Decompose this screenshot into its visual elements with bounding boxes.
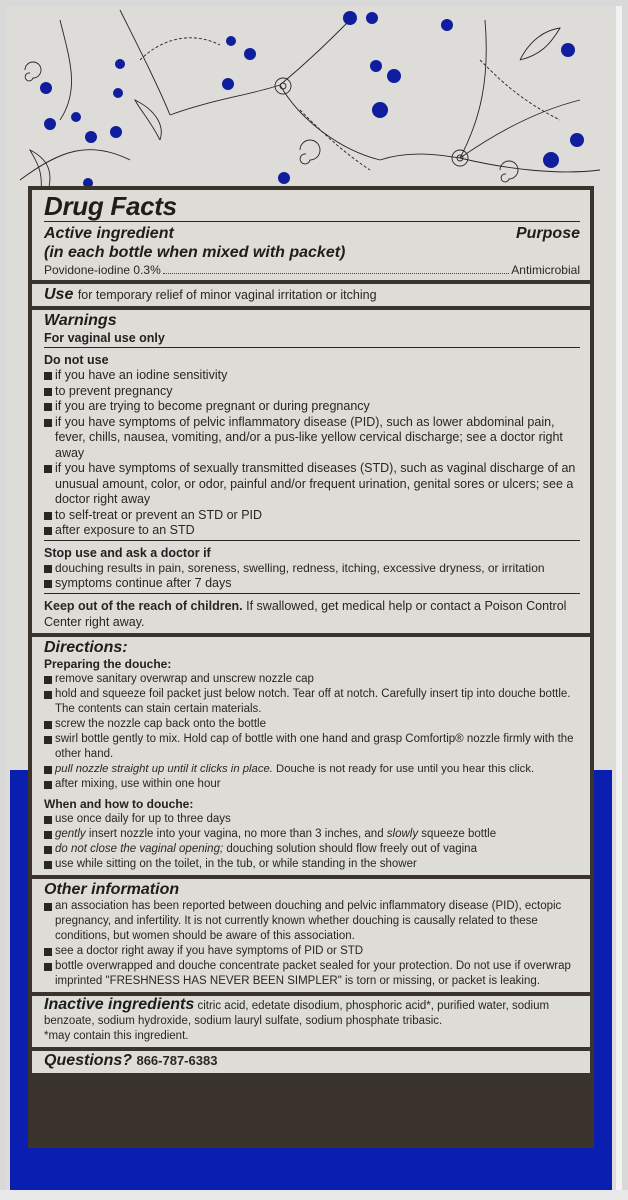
warnings-section bbox=[32, 310, 590, 633]
questions-heading: Questions? bbox=[44, 1051, 133, 1069]
vaginal-use-only: For vaginal use only bbox=[44, 331, 165, 345]
do-not-close-rest: douching solution should flow freely out of vagina bbox=[223, 842, 477, 855]
preparing-item: screw the nozzle cap back onto the bottle bbox=[44, 717, 580, 732]
active-ingredient-section bbox=[32, 190, 590, 280]
preparing-item bbox=[44, 762, 580, 777]
keep-out-text: If swallowed, get medical help or contact a Poison Control Center right away. bbox=[44, 598, 567, 629]
questions-phone: 866-787-6383 bbox=[136, 1052, 218, 1068]
ingredient-purpose: Antimicrobial bbox=[511, 263, 580, 277]
package-bottom-edge bbox=[0, 1190, 628, 1200]
warnings-heading: Warnings bbox=[44, 312, 117, 329]
do-not-use-item: to prevent pregnancy bbox=[44, 384, 580, 400]
do-not-use-item: to self-treat or prevent an STD or PID bbox=[44, 508, 580, 524]
do-not-use-item: if you are trying to become pregnant or during pregnancy bbox=[44, 399, 580, 415]
use-section bbox=[32, 284, 590, 306]
keep-out-heading: Keep out of the reach of children. bbox=[44, 598, 243, 613]
questions-section bbox=[32, 1051, 590, 1073]
use-heading: Use bbox=[44, 286, 74, 303]
active-ingredient-heading: Active ingredient bbox=[44, 225, 174, 242]
purpose-heading: Purpose bbox=[515, 225, 580, 242]
leader-dots bbox=[163, 273, 510, 274]
stop-use-item: douching results in pain, soreness, swelling, redness, itching, excessive dryness, or irritation bbox=[44, 561, 580, 577]
active-ingredient-subheading: (in each bottle when mixed with packet) bbox=[44, 244, 346, 261]
do-not-use-item: if you have symptoms of sexually transmitted diseases (STD), such as vaginal discharge of an unusual amount, color, or odor, painful and/or frequent urination, genital sores or ulcers; see a doctor right away bbox=[44, 461, 580, 508]
other-information-section bbox=[32, 879, 590, 992]
stop-use-item: symptoms continue after 7 days bbox=[44, 576, 580, 592]
do-not-use-item: after exposure to an STD bbox=[44, 523, 580, 539]
gently-rest-2: squeeze bottle bbox=[418, 827, 497, 840]
slowly-italic: slowly bbox=[386, 827, 419, 840]
when-how-item bbox=[44, 827, 580, 842]
when-how-heading: When and how to douche: bbox=[44, 796, 194, 811]
floral-pattern-icon bbox=[0, 0, 628, 200]
when-how-item: use once daily for up to three days bbox=[44, 812, 580, 827]
inactive-footnote: *may contain this ingredient. bbox=[44, 1029, 189, 1042]
other-info-item: bottle overwrapped and douche concentrate packet sealed for your protection. Do not use if overwrap imprinted "FRESHNESS HAS NEVER BEEN SIMPLER" is torn or missing, or packet is leaking. bbox=[44, 959, 580, 989]
gently-rest-1: insert nozzle into your vagina, no more than 3 inches, and bbox=[85, 827, 387, 840]
when-how-item bbox=[44, 842, 580, 857]
pull-nozzle-italic: pull nozzle straight up until it clicks in place. bbox=[55, 762, 273, 775]
preparing-item: swirl bottle gently to mix. Hold cap of bottle with one hand and grasp Comfortip® nozzle firmly with the other hand. bbox=[44, 732, 580, 762]
other-information-heading: Other information bbox=[44, 880, 180, 898]
preparing-item: after mixing, use within one hour bbox=[44, 777, 580, 792]
stop-use-heading: Stop use and ask a doctor if bbox=[44, 545, 211, 560]
do-not-close-italic: do not close the vaginal opening; bbox=[55, 842, 224, 855]
do-not-use-heading: Do not use bbox=[44, 353, 109, 367]
do-not-use-item: if you have an iodine sensitivity bbox=[44, 368, 580, 384]
keep-out-of-reach bbox=[44, 598, 580, 630]
drug-facts-title: Drug Facts bbox=[44, 191, 177, 221]
ingredient-name: Povidone-iodine 0.3% bbox=[44, 263, 161, 277]
preparing-item: hold and squeeze foil packet just below notch. Tear off at notch. Carefully insert tip into douche bottle. The contents can stain certain materials. bbox=[44, 687, 580, 717]
directions-section bbox=[32, 637, 590, 875]
other-info-item: an association has been reported between douching and pelvic inflammatory disease (PID), ectopic pregnancy, and infertility. It is not currently known whether douching is causally related to these conditions, but women should be aware of this association. bbox=[44, 899, 580, 944]
when-how-item: use while sitting on the toilet, in the tub, or while standing in the shower bbox=[44, 857, 580, 872]
other-info-item: see a doctor right away if you have symptoms of PID or STD bbox=[44, 944, 580, 959]
directions-heading: Directions: bbox=[44, 638, 128, 656]
inactive-ingredients-text: citric acid, edetate disodium, phosphoric acid*, purified water, sodium benzoate, sodium hydroxide, sodium lauryl sulfate, sodium phosphate tribasic. bbox=[44, 999, 550, 1027]
drug-facts-panel bbox=[28, 186, 594, 1148]
use-text: for temporary relief of minor vaginal irritation or itching bbox=[77, 288, 377, 302]
gently-italic: gently bbox=[55, 827, 86, 840]
do-not-use-item: if you have symptoms of pelvic inflammatory disease (PID), such as lower abdominal pain, fever, chills, nausea, vomiting, and/or a pus-like yellow cervical discharge; see a doctor right away bbox=[44, 415, 580, 462]
inactive-ingredients-heading: Inactive ingredients bbox=[44, 995, 195, 1013]
inactive-ingredients-section bbox=[32, 996, 590, 1047]
preparing-item: remove sanitary overwrap and unscrew nozzle cap bbox=[44, 672, 580, 687]
preparing-heading: Preparing the douche: bbox=[44, 656, 172, 671]
pull-nozzle-rest: Douche is not ready for use until you hear this click. bbox=[272, 762, 535, 775]
